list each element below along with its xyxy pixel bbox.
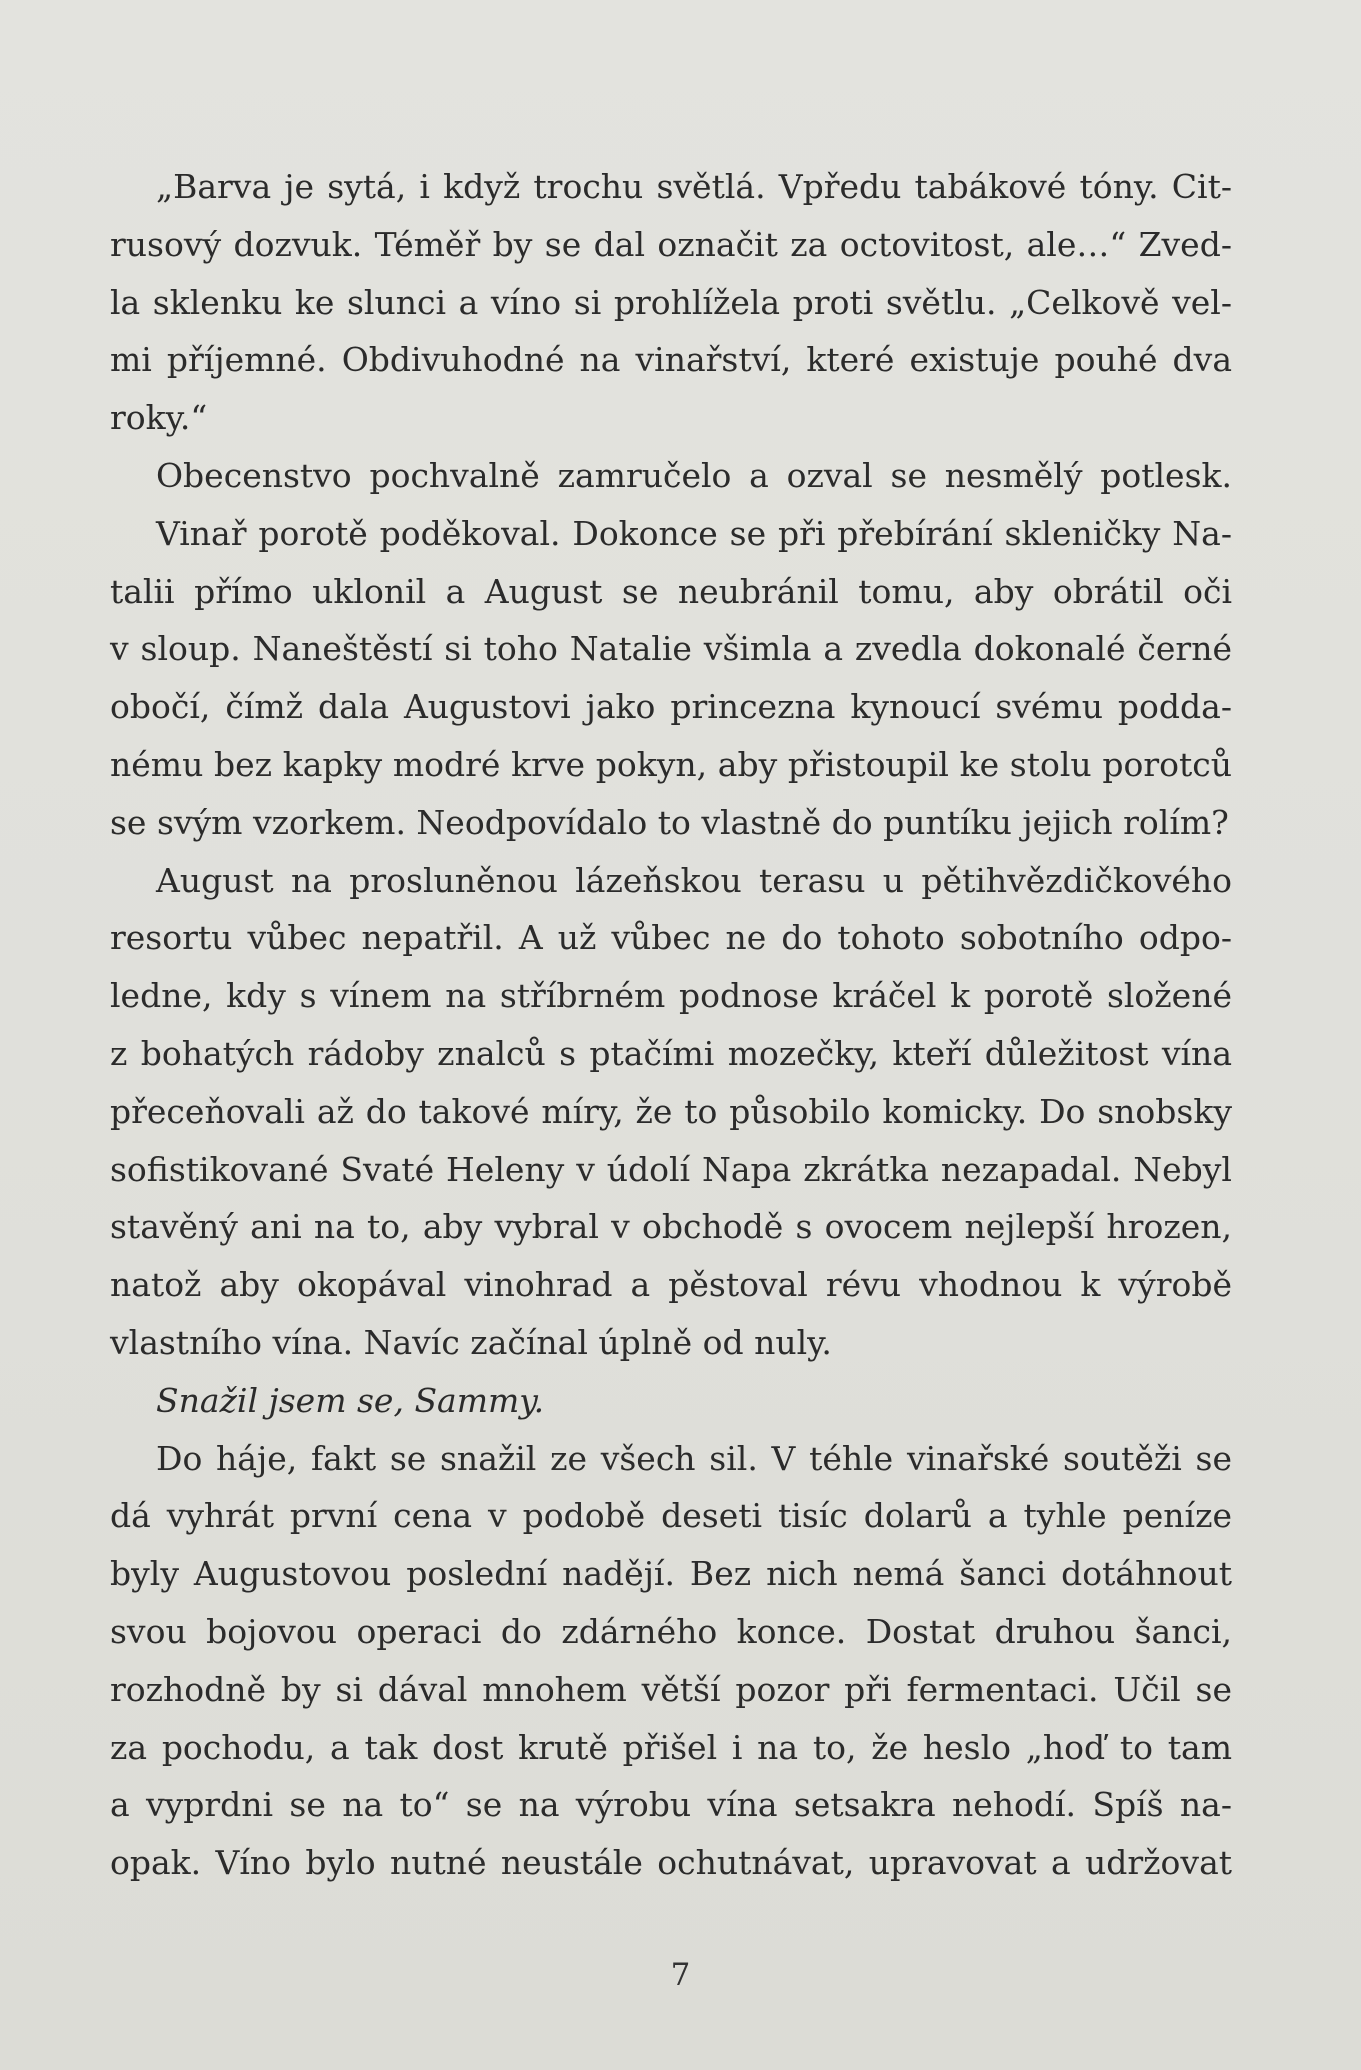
text-line: nému bez kapky modré krve pokyn, aby přistoupil ke stolu porotců [110,744,1232,784]
text-line: ledne, kdy s vínem na stříbrném podnose kráčel k porotě složené [110,976,1232,1016]
text-line: za pochodu, a tak dost krutě přišel i na to, že heslo „hoď to tam [110,1727,1232,1767]
text-line: přeceňovali až do takové míry, že to působilo komicky. Do snobsky [110,1091,1232,1131]
page-number: 7 [670,1957,691,1993]
text-line: obočí, čímž dala Augustovi jako princezna kynoucí svému podda- [110,687,1232,727]
text-line: mi příjemné. Obdivuhodné na vinařství, které existuje pouhé dva [110,340,1232,380]
text-line: Vinař porotě poděkoval. Dokonce se při přebírání skleničky Na- [156,513,1232,553]
text-line: Snažil jsem se, Sammy. [156,1380,545,1420]
text-line: sofistikované Svaté Heleny v údolí Napa zkrátka nezapadal. Nebyl [110,1149,1232,1189]
text-line: v sloup. Naneštěstí si toho Natalie všimla a zvedla dokonalé černé [110,629,1232,669]
text-line: roky.“ [110,398,208,438]
text-line: se svým vzorkem. Neodpovídalo to vlastně do puntíku jejich rolím? [110,802,1229,842]
text-line: byly Augustovou poslední nadějí. Bez nich nemá šanci dotáhnout [110,1554,1232,1594]
paragraph-p1 [110,158,1232,447]
paragraph-p3 [110,505,1232,852]
text-line: Obecenstvo pochvalně zamručelo a ozval se nesmělý potlesk. [156,455,1232,495]
text-line: rozhodně by si dával mnohem větší pozor při fermentaci. Učil se [110,1669,1232,1709]
text-line: a vyprdni se na to“ se na výrobu vína setsakra nehodí. Spíš na- [110,1785,1232,1825]
text-line: August na prosluněnou lázeňskou terasu u pětihvězdičkového [156,860,1232,900]
paragraph-p5 [110,1372,1232,1430]
text-line: stavěný ani na to, aby vybral v obchodě s ovocem nejlepší hrozen, [110,1207,1232,1247]
text-line: z bohatých rádoby znalců s ptačími mozečky, kteří důležitost vína [110,1033,1232,1073]
text-line: Do háje, fakt se snažil ze všech sil. V téhle vinařské soutěži se [156,1438,1232,1478]
body-text [110,158,1232,1892]
paragraph-p6 [110,1430,1232,1892]
text-line: opak. Víno bylo nutné neustále ochutnávat, upravovat a udržovat [110,1843,1232,1883]
text-line: resortu vůbec nepatřil. A už vůbec ne do tohoto sobotního odpo- [110,918,1232,958]
text-line: natož aby okopával vinohrad a pěstoval révu vhodnou k výrobě [110,1265,1232,1305]
text-line: svou bojovou operaci do zdárného konce. Dostat druhou šanci, [110,1611,1232,1651]
paragraph-p2 [110,447,1232,505]
text-line: vlastního vína. Navíc začínal úplně od nuly. [110,1322,832,1362]
text-line: la sklenku ke slunci a víno si prohlížela proti světlu. „Celkově vel- [110,282,1232,322]
paragraph-p4 [110,852,1232,1372]
text-line: „Barva je sytá, i když trochu světlá. Vpředu tabákové tóny. Cit- [156,167,1232,206]
text-line: rusový dozvuk. Téměř by se dal označit za octovitost, ale…“ Zved- [110,224,1232,264]
text-line: dá vyhrát první cena v podobě deseti tisíc dolarů a tyhle peníze [110,1496,1232,1536]
text-line: talii přímo uklonil a August se neubránil tomu, aby obrátil oči [110,571,1232,611]
